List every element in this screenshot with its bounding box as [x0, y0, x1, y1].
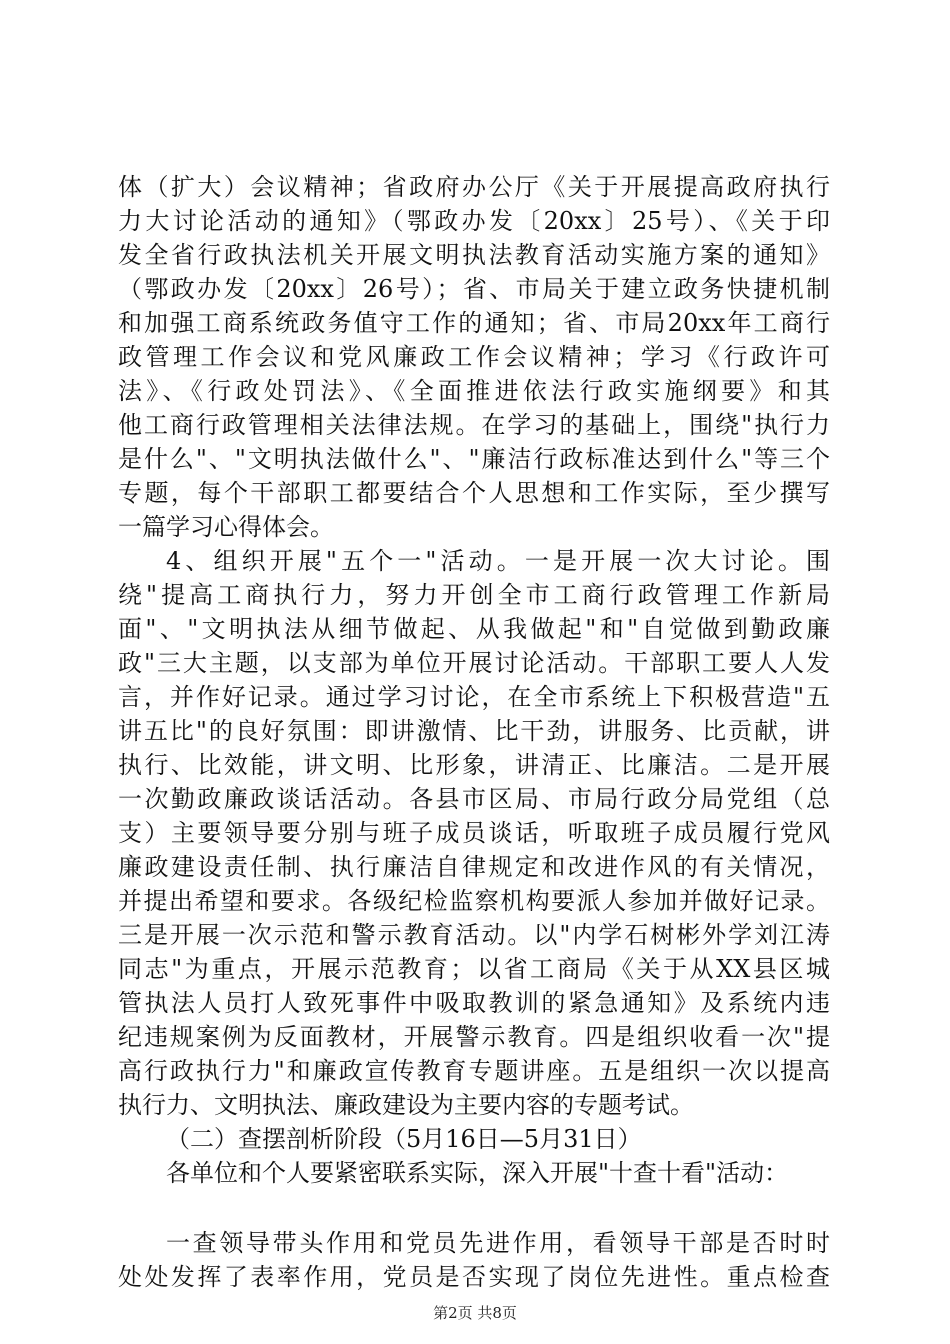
text-line: 支）主要领导要分别与班子成员谈话，听取班子成员履行党风: [118, 819, 830, 847]
text-line: 和加强工商系统政务值守工作的通知；省、市局20xx年工商行: [118, 309, 830, 337]
text-line: 政管理工作会议和党风廉政工作会议精神；学习《行政许可: [118, 343, 830, 371]
text-line: 一次勤政廉政谈话活动。各县市区局、市局行政分局党组（总: [118, 785, 830, 813]
text-line: 处处发挥了表率作用，党员是否实现了岗位先进性。重点检查: [118, 1263, 830, 1291]
text-line: 各单位和个人要紧密联系实际，深入开展"十查十看"活动：: [166, 1159, 789, 1187]
text-line: 同志"为重点，开展示范教育；以省工商局《关于从XX县区城: [118, 955, 830, 983]
document-body: [118, 170, 830, 1294]
text-line: 一篇学习心得体会。: [118, 513, 334, 541]
text-line: 是什么"、"文明执法做什么"、"廉洁行政标准达到什么"等三个: [118, 445, 830, 473]
text-line: 专题，每个干部职工都要结合个人思想和工作实际，至少撰写: [118, 479, 830, 507]
text-line: 体（扩大）会议精神；省政府办公厅《关于开展提高政府执行: [118, 173, 830, 201]
text-line: 并提出希望和要求。各级纪检监察机构要派人参加并做好记录。: [118, 887, 830, 915]
paragraph-gap: [118, 1190, 830, 1226]
text-line: 讲五比"的良好氛围：即讲激情、比干劲，讲服务、比贡献，讲: [118, 717, 830, 745]
text-line: 4、组织开展"五个一"活动。一是开展一次大讨论。围: [166, 547, 830, 575]
text-line: 政"三大主题，以支部为单位开展讨论活动。干部职工要人人发: [118, 649, 830, 677]
text-line: 执行、比效能，讲文明、比形象，讲清正、比廉洁。二是开展: [118, 751, 830, 779]
text-line: 三是开展一次示范和警示教育活动。以"内学石树彬外学刘江涛: [118, 921, 830, 949]
text-line: 力大讨论活动的通知》（鄂政办发〔20xx〕25号）、《关于印: [118, 207, 830, 235]
text-line: （鄂政办发〔20xx〕26号）；省、市局关于建立政务快捷机制: [118, 275, 830, 303]
text-line: 面"、"文明执法从细节做起、从我做起"和"自觉做到勤政廉: [118, 615, 830, 643]
text-line: 发全省行政执法机关开展文明执法教育活动实施方案的通知》: [118, 241, 830, 269]
text-line: 纪违规案例为反面教材，开展警示教育。四是组织收看一次"提: [118, 1023, 830, 1051]
text-line: 一查领导带头作用和党员先进作用，看领导干部是否时时: [166, 1229, 830, 1257]
page-number-footer: 第2页 共8页: [433, 1304, 517, 1322]
text-line: 绕"提高工商执行力，努力开创全市工商行政管理工作新局: [118, 581, 830, 609]
text-line: 廉政建设责任制、执行廉洁自律规定和改进作风的有关情况，: [118, 853, 830, 881]
section-heading: （二）查摆剖析阶段（5月16日—5月31日）: [166, 1125, 642, 1153]
text-line: 他工商行政管理相关法律法规。在学习的基础上，围绕"执行力: [118, 411, 830, 439]
text-line: 执行力、文明执法、廉政建设为主要内容的专题考试。: [118, 1091, 694, 1119]
text-line: 法》、《行政处罚法》、《全面推进依法行政实施纲要》和其: [118, 377, 830, 405]
text-line: 言，并作好记录。通过学习讨论，在全市系统上下积极营造"五: [118, 683, 830, 711]
text-line: 管执法人员打人致死事件中吸取教训的紧急通知》及系统内违: [118, 989, 830, 1017]
text-line: 高行政执行力"和廉政宣传教育专题讲座。五是组织一次以提高: [118, 1057, 830, 1085]
